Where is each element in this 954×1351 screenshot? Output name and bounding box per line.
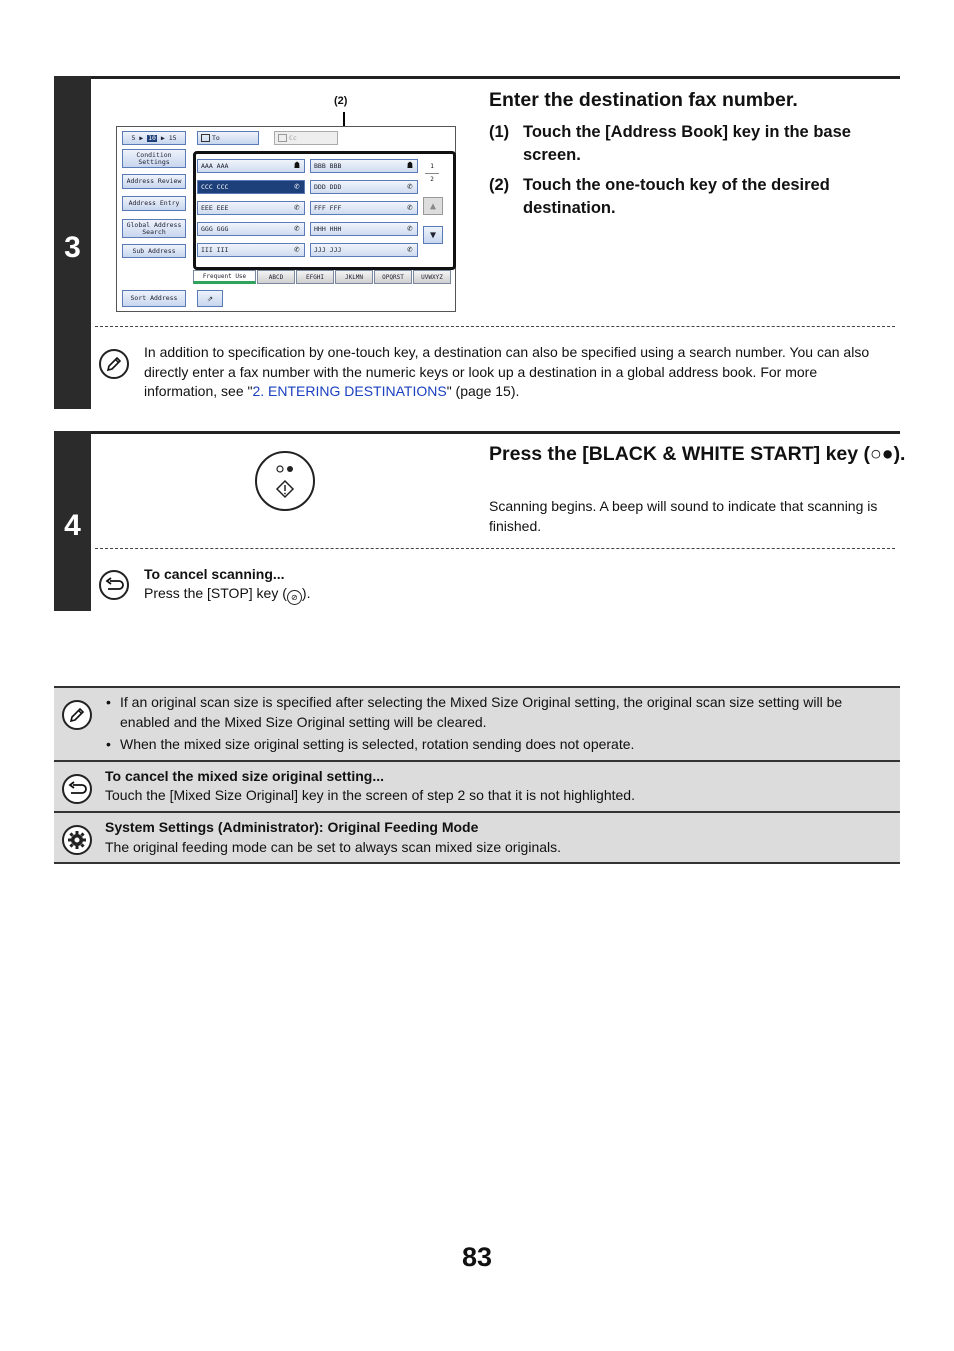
address-book-icon: ⇗ bbox=[206, 293, 214, 304]
address-review-button[interactable]: Address Review bbox=[122, 174, 186, 189]
step3-substep-1 bbox=[489, 121, 909, 169]
address-book-screen bbox=[116, 126, 456, 312]
notes-cancel-text: Touch the [Mixed Size Original] key in the screen of step 2 so that it is not highlighted. bbox=[105, 787, 635, 803]
sub-address-button[interactable]: Sub Address bbox=[122, 244, 186, 258]
step3-divider bbox=[95, 326, 895, 327]
entering-destinations-link[interactable]: 2. ENTERING DESTINATIONS bbox=[252, 383, 447, 399]
phone-icon: ✆ bbox=[407, 245, 413, 255]
notes-divider-1 bbox=[54, 760, 900, 762]
step4-divider bbox=[95, 548, 895, 549]
step4-number: 4 bbox=[64, 509, 81, 542]
step4-cancel-heading: To cancel scanning... bbox=[144, 566, 285, 582]
return-arrow-icon bbox=[99, 570, 129, 600]
substep-text: Touch the [Address Book] key in the base screen. bbox=[523, 123, 851, 164]
one-touch-key[interactable]: III III ✆ bbox=[197, 243, 305, 257]
return-arrow-icon bbox=[62, 774, 92, 804]
phone-icon: ✆ bbox=[294, 182, 300, 192]
tab-uvwxyz[interactable]: UVWXYZ bbox=[413, 270, 451, 284]
notes-bottom-rule bbox=[54, 862, 900, 864]
condition-settings-button[interactable]: Condition Settings bbox=[122, 149, 186, 168]
address-book-icon-button[interactable] bbox=[197, 290, 223, 307]
tab-efghi[interactable]: EFGHI bbox=[296, 270, 334, 284]
one-touch-key[interactable]: GGG GGG ✆ bbox=[197, 222, 305, 236]
down-arrow-icon: ▼ bbox=[429, 229, 437, 241]
step3-number: 3 bbox=[64, 231, 81, 264]
phone-icon: ✆ bbox=[407, 203, 413, 213]
one-touch-key[interactable]: FFF FFF ✆ bbox=[310, 201, 418, 215]
notes-cancel-heading: To cancel the mixed size original setting... bbox=[105, 768, 385, 784]
cc-icon bbox=[278, 134, 287, 142]
one-touch-key[interactable]: AAA AAA ☗ bbox=[197, 159, 305, 173]
substep-number: (2) bbox=[489, 176, 510, 194]
step4-top-rule bbox=[54, 431, 900, 434]
phone-icon: ✆ bbox=[294, 203, 300, 213]
notes-bullet-2: • When the mixed size original setting is selected, rotation sending does not operate. bbox=[106, 736, 635, 752]
step4-cancel-text: Press the [STOP] key ( ⊘ ). bbox=[144, 584, 310, 605]
start-key-icon bbox=[255, 451, 315, 511]
one-touch-key[interactable]: HHH HHH ✆ bbox=[310, 222, 418, 236]
one-touch-key[interactable]: DDD DDD ✆ bbox=[310, 180, 418, 194]
notes-bullet-1: • If an original scan size is specified after selecting the Mixed Size Original setting, the original scan size setting will be enabled and the Mixed Size Original setting will be cleared. bbox=[106, 694, 843, 730]
notes-system-heading: System Settings (Administrator): Original Feeding Mode bbox=[105, 819, 479, 835]
substep-number: (1) bbox=[489, 123, 510, 141]
notes-divider-2 bbox=[54, 811, 900, 813]
phone-icon: ✆ bbox=[407, 182, 413, 192]
notes-top-rule bbox=[54, 686, 900, 688]
up-arrow-icon: ▲ bbox=[429, 200, 437, 212]
substep-text: Touch the one-touch key of the desired destination. bbox=[523, 176, 830, 217]
scroll-down-button[interactable] bbox=[423, 226, 443, 244]
page-counter: 5 ▶ 10 ▶ 15 bbox=[122, 131, 186, 145]
cc-button[interactable]: Cc bbox=[274, 131, 338, 145]
phone-icon: ✆ bbox=[294, 224, 300, 234]
scroll-up-button[interactable] bbox=[423, 197, 443, 215]
tab-jklmn[interactable]: JKLMN bbox=[335, 270, 373, 284]
tab-frequent-use[interactable]: Frequent Use bbox=[193, 270, 256, 284]
one-touch-key[interactable]: BBB BBB ☗ bbox=[310, 159, 418, 173]
pencil-icon bbox=[99, 349, 129, 379]
callout-label: (2) bbox=[334, 95, 348, 107]
group-icon: ☗ bbox=[407, 161, 413, 171]
pencil-icon bbox=[62, 700, 92, 730]
step3-note: In addition to specification by one-touch key, a destination can also be specified using a search number. You can also directly enter a fax number with the numeric keys or look up a destination in a global address book. For more information, see "2. ENTERING DESTINATIONS" (page 15). bbox=[144, 344, 870, 399]
page-number: 83 bbox=[461, 1242, 493, 1272]
gear-icon bbox=[62, 825, 92, 855]
address-entry-button[interactable]: Address Entry bbox=[122, 196, 186, 211]
to-icon bbox=[201, 134, 210, 142]
global-address-search-button[interactable]: Global Address Search bbox=[122, 219, 186, 238]
step3-top-rule bbox=[54, 76, 900, 79]
step4-description: Scanning begins. A beep will sound to indicate that scanning is finished. bbox=[489, 498, 878, 534]
page-indicator: 1 2 bbox=[425, 161, 439, 186]
tab-opqrst[interactable]: OPQRST bbox=[374, 270, 412, 284]
one-touch-key[interactable]: JJJ JJJ ✆ bbox=[310, 243, 418, 257]
one-touch-key[interactable]: EEE EEE ✆ bbox=[197, 201, 305, 215]
to-button[interactable]: To bbox=[197, 131, 259, 145]
phone-icon: ✆ bbox=[294, 245, 300, 255]
step3-substep-2 bbox=[489, 174, 909, 222]
step3-title: Enter the destination fax number. bbox=[489, 89, 798, 111]
stop-key-icon: ⊘ bbox=[287, 590, 302, 605]
group-icon: ☗ bbox=[294, 161, 300, 171]
one-touch-key-selected[interactable]: CCC CCC ✆ bbox=[197, 180, 305, 194]
step4-title: Press the [BLACK & WHITE START] key (○●). bbox=[489, 443, 906, 465]
phone-icon: ✆ bbox=[407, 224, 413, 234]
tab-abcd[interactable]: ABCD bbox=[257, 270, 295, 284]
sort-address-button[interactable]: Sort Address bbox=[122, 290, 186, 307]
notes-system-text: The original feeding mode can be set to always scan mixed size originals. bbox=[105, 839, 562, 855]
